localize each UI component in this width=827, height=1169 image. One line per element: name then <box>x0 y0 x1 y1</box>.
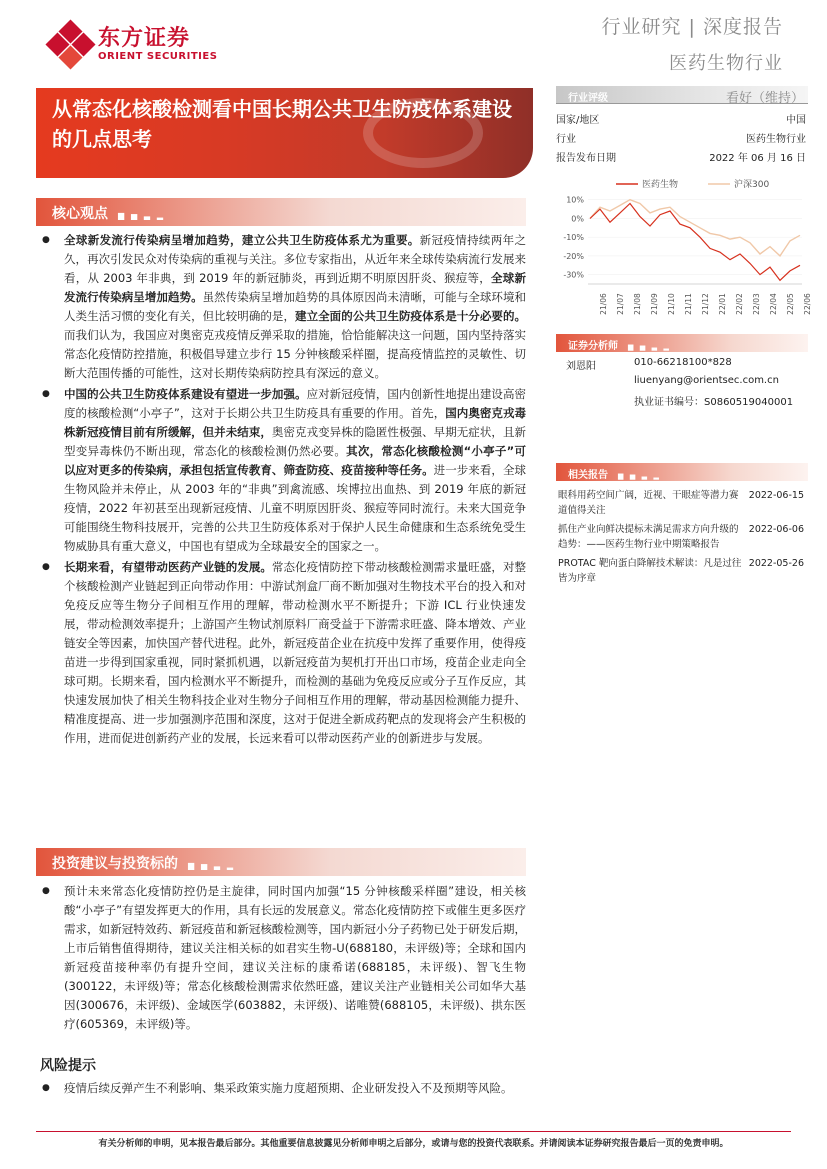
core-point-text: 而我们认为，我国应对奥密克戎疫情反弹采取的措施，恰恰能解决这一问题，国内坚持落实常态化疫情防控措施，积极倡导建立步行 15 分钟核酸采样圈，提高疫情监控的灵敏性、切断大范围传播的可能性，这对长期传染病防控具有深远的意义。 <box>64 328 526 380</box>
core-view-heading: 核心观点 <box>52 206 108 222</box>
core-point-highlight: 全球新发流行传染病呈增加趋势，建立公共卫生防疫体系尤为重要。 <box>64 233 420 247</box>
analyst-name: 刘恩阳 <box>566 361 596 372</box>
related-report-title[interactable]: 眼科用药空间广阔，近视、干眼症等潜力赛道值得关注 <box>558 490 739 516</box>
analyst-email[interactable]: liuenyang@orientsec.com.cn <box>634 375 779 386</box>
core-point <box>36 385 526 556</box>
meta-value: 医药生物行业 <box>746 134 806 145</box>
report-title: 从常态化核酸检测看中国长期公共卫生防疫体系建设的几点思考 <box>52 97 512 151</box>
x-tick-label: 22/03 <box>752 293 761 315</box>
x-tick-label: 21/11 <box>684 293 693 315</box>
related-heading: 相关报告 <box>568 470 608 481</box>
invest-point: ● 预计未来常态化疫情防控仍是主旋律，同时国内加强“15 分钟核酸采样圈”建设，相关核酸“小亭子”有望发挥更大的作用，具有长远的发展意义。常态化疫情防控下或催生更多医疗需求，如新冠特效药、新冠疫苗和新冠核酸检测等，国内新冠小分子药物已处于研发后期，上市后销售值得期待，建议关注相关标的如君实生物-U(688180，未评级)等；全球和国内新冠疫苗接种率仍有提升空间，建议关注标的康希诺(688185，未评级)、智飞生物(300122，未评级)等；常态化核酸检测需求依然旺盛，建议关注产业链相关公司如华大基因(300676，未评级)、金域医学(603882，未评级)、诺唯赞(688105，未评级)、拱东医疗(605369，未评级)等。 <box>36 882 526 1034</box>
core-point <box>36 231 526 383</box>
meta-value: 中国 <box>786 115 806 126</box>
x-tick-label: 21/06 <box>599 293 608 315</box>
related-report-title[interactable]: 抓住产业向鲜决提标未满足需求方向升级的趋势：——医药生物行业中期策略报告 <box>558 524 739 550</box>
y-tick-label: 10% <box>566 195 584 205</box>
header-right <box>602 12 783 75</box>
industry-name: 医药生物行业 <box>669 53 783 74</box>
title-banner <box>36 88 533 178</box>
risk-heading: 风险提示 <box>40 1058 96 1074</box>
core-point-text: 虽然传染病呈增加趋势的具体原因尚未清晰，可能与全球环境和人类生活习惯的变化有关，但比较明确的是， <box>64 290 527 323</box>
invest-header: 投资建议与投资标的 ▆ ▅ ▃ ▂ <box>36 848 526 876</box>
meta-key: 报告发布日期 <box>556 153 616 164</box>
analyst-header: 证券分析师 ▆ ▅ ▃ ▂ <box>556 334 808 352</box>
core-point-text: 常态化疫情防控下带动核酸检测需求量旺盛，对整个核酸检测产业链起到正向带动作用：中游试剂盒厂商不断加强对生物技术平台的投入和对免疫反应等生物分子间相互作用的理解，带动检测水平不断提升；下游 ICL 行业快速发展，带动检测效率提升；上游国产生物试剂原料厂商受益于下游需求旺盛、降本增效、产业链安全等因素，加快国产替代进程。此外，新冠疫苗企业在抗疫中发挥了重要作用，使得疫苗进一步得到国家重视，同时紧抓机遇，以新冠疫苗为契机打开出口市场，疫苗企业走向全球可期。长期来看，国内检测水平不断提升，而检测的基础为免疫反应或分子互作反应，其快速发展加快了相关生物科技企业对生物分子间相互作用的理解，带动基因检测能力提升、精准度提高、进一步加强测序范围和深度，这对于促进全新成药靶点的发现将会产生积极的作用，进而促进创新药产业的发展，长远来看可以带动医药产业的创新进步与发展。 <box>64 560 526 745</box>
legend-label: 沪深300 <box>734 180 770 190</box>
analyst-phone: 010-66218100*828 <box>634 357 732 368</box>
core-point-text: 应对新冠疫情，国内创新性地提出建设高密度的核酸检测“小亭子”，这对于长期公共卫生防疫具有重要的作用。首先， <box>64 387 526 420</box>
related-header: 相关报告 ▆ ▅ ▃ ▂ <box>556 463 808 481</box>
meta-row <box>556 111 806 126</box>
report-type: 行业研究 | 深度报告 <box>601 16 783 38</box>
core-point-highlight: 长期来看，有望带动医药产业链的发展。 <box>64 560 272 574</box>
rating-bar <box>556 86 808 104</box>
x-tick-label: 21/08 <box>633 293 642 315</box>
company-logo <box>48 22 217 66</box>
y-tick-label: -30% <box>563 270 584 280</box>
x-tick-label: 22/02 <box>735 293 744 315</box>
analyst-section <box>556 334 808 352</box>
x-tick-label: 22/06 <box>803 293 812 315</box>
y-tick-label: -10% <box>563 233 584 243</box>
footer-disclaimer: 有关分析师的申明，见本报告最后部分。其他重要信息披露见分析师申明之后部分，或请与您的投资代表联系。并请阅读本证券研究报告最后一页的免责申明。 <box>98 1139 729 1149</box>
y-tick-label: 0% <box>571 214 584 224</box>
meta-key: 行业 <box>556 134 576 145</box>
legend-label: 医药生物 <box>642 180 679 190</box>
core-points-list <box>36 231 526 748</box>
series-line <box>590 200 800 256</box>
x-tick-label: 21/12 <box>701 293 710 315</box>
meta-key: 国家/地区 <box>556 115 600 126</box>
core-point-highlight: 全球新发流行传染病呈增加趋势。 <box>64 271 527 304</box>
core-point-highlight: 国内奥密克戎毒株新冠疫情目前有所缓解，但并未结束， <box>64 406 527 439</box>
meta-value: 2022 年 06 月 16 日 <box>709 153 806 164</box>
y-tick-label: -20% <box>563 251 584 261</box>
rating-label: 行业评级 <box>568 93 608 104</box>
analyst-cert: 执业证书编号：S0860519040001 <box>634 397 794 408</box>
core-point-highlight: 建立全面的公共卫生防疫体系是十分必要的。 <box>295 309 527 323</box>
risk-list <box>36 1079 526 1098</box>
x-tick-label: 21/10 <box>667 293 676 315</box>
core-point-text: 进一步来看，全球生物风险并未停止，从 2003 年的“非典”到禽流感、埃博拉出血热、到 2019 年底的新冠疫情，2022 年初甚至出现新冠疫情、儿童不明原因肝炎、猴痘等同时流行。未来大国竞争可能围绕生物科技展开，完善的公共卫生防疫体系对于保护人民生命健康和生态系统免受生物威胁具有重大意义，中国也有望成为全球最安全的国家之一。 <box>64 463 526 553</box>
core-point <box>36 558 526 748</box>
related-report-title[interactable]: PROTAC 靶向蛋白降解技术解读：凡是过往皆为序章 <box>558 558 742 584</box>
rating-value: 看好（维持） <box>725 91 804 106</box>
x-tick-label: 22/01 <box>718 293 727 315</box>
logo-mark-icon <box>48 22 92 66</box>
related-report-date: 2022-06-15 <box>748 490 804 501</box>
meta-row <box>556 130 806 145</box>
core-point-text: 新冠疫情持续两年之久，再次引发民众对传染病的重视与关注。多位专家指出，从近年来全球传染病流行发展来看，从 2003 年非典，到 2019 年的新冠肺炎，再到近期不明原因肝炎、猴痘等， <box>64 233 526 285</box>
logo-en: ORIENT SECURITIES <box>98 50 218 62</box>
risk-point: ● 疫情后续反弹产生不利影响、集采政策实施力度超预期、企业研发投入不及预期等风险。 <box>36 1079 526 1098</box>
x-tick-label: 22/04 <box>769 293 778 315</box>
analyst-heading: 证券分析师 <box>568 341 618 352</box>
x-tick-label: 22/05 <box>786 293 795 315</box>
x-tick-label: 21/09 <box>650 293 659 315</box>
core-point-text: 奥密克戎变异株的隐匿性极强、早期无症状，且新型变异毒株仍不断出现，常态化的核酸检测仍然必要。 <box>64 425 526 458</box>
performance-chart <box>556 172 812 322</box>
related-section <box>556 463 808 481</box>
series-line <box>590 204 800 281</box>
x-tick-label: 21/07 <box>616 293 625 315</box>
logo-cn: 东方证券 <box>98 25 191 51</box>
invest-heading: 投资建议与投资标的 <box>52 856 178 872</box>
related-report-date: 2022-05-26 <box>748 558 804 569</box>
footer-divider <box>36 1131 791 1132</box>
meta-row <box>556 149 806 164</box>
core-point-highlight: 其次，常态化核酸检测“小亭子”可以应对更多的传染病，承担包括宣传教育、筛查防疫、疫苗接种等任务。 <box>64 444 526 477</box>
related-report-date: 2022-06-06 <box>748 524 804 535</box>
invest-list <box>36 882 526 1034</box>
core-view-header: 核心观点 ▆ ▅ ▃ ▂ <box>36 198 526 226</box>
core-point-highlight: 中国的公共卫生防疫体系建设有望进一步加强。 <box>64 387 307 401</box>
